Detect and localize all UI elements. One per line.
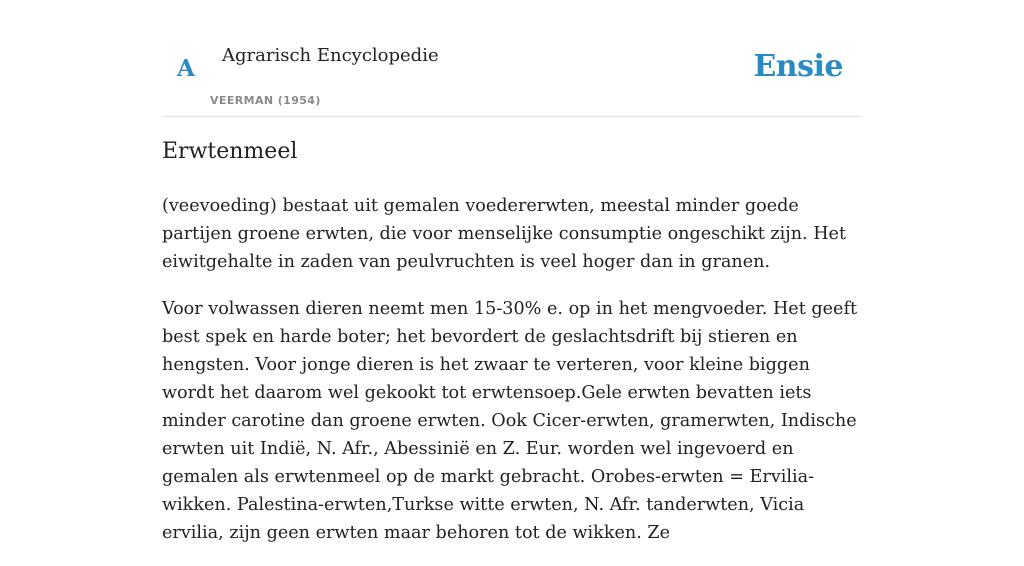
entry-paragraph: (veevoeding) bestaat uit gemalen voedererwten, meestal minder goede partijen groene erwten, die voor menselijke consumptie ongeschikt zijn. Het eiwitgehalte in zaden van peulvruchten is veel hoger dan in granen. (162, 196, 847, 272)
header (162, 0, 862, 117)
letter-index-link[interactable]: A (177, 55, 195, 82)
entry-paragraph: Voor volwassen dieren neemt men 15-30% e. op in het mengvoeder. Het geeft best spek en harde boter; het bevordert de geslachtsdrift bij stieren en hengsten. Voor jonge dieren is het zwaar te verteren, voor kleine biggen wordt het daarom wel gekookt tot erwtensoep.Gele erwten bevatten iets minder carotine dan groene erwten. Ook Cicer-erwten, gramerwten, Indische erwten uit Indië, N. Afr., Abessinië en Z. Eur. worden wel ingevoerd en gemalen als erwtenmeel op de markt gebracht. Orobes-erwten = Ervilia-wikken. Palestina-erwten,Turkse witte erwten, N. Afr. tanderwten, Vicia ervilia, zijn geen erwten maar behoren tot de wikken. Ze (162, 299, 858, 543)
book-title: Agrarisch Encyclopedie (222, 45, 439, 66)
book-subtitle: VEERMAN (1954) (210, 94, 321, 107)
entry-title: Erwtenmeel (162, 139, 298, 164)
page (162, 0, 862, 543)
ensie-logo-link[interactable]: Ensie (753, 49, 843, 84)
entry-body (162, 192, 862, 566)
